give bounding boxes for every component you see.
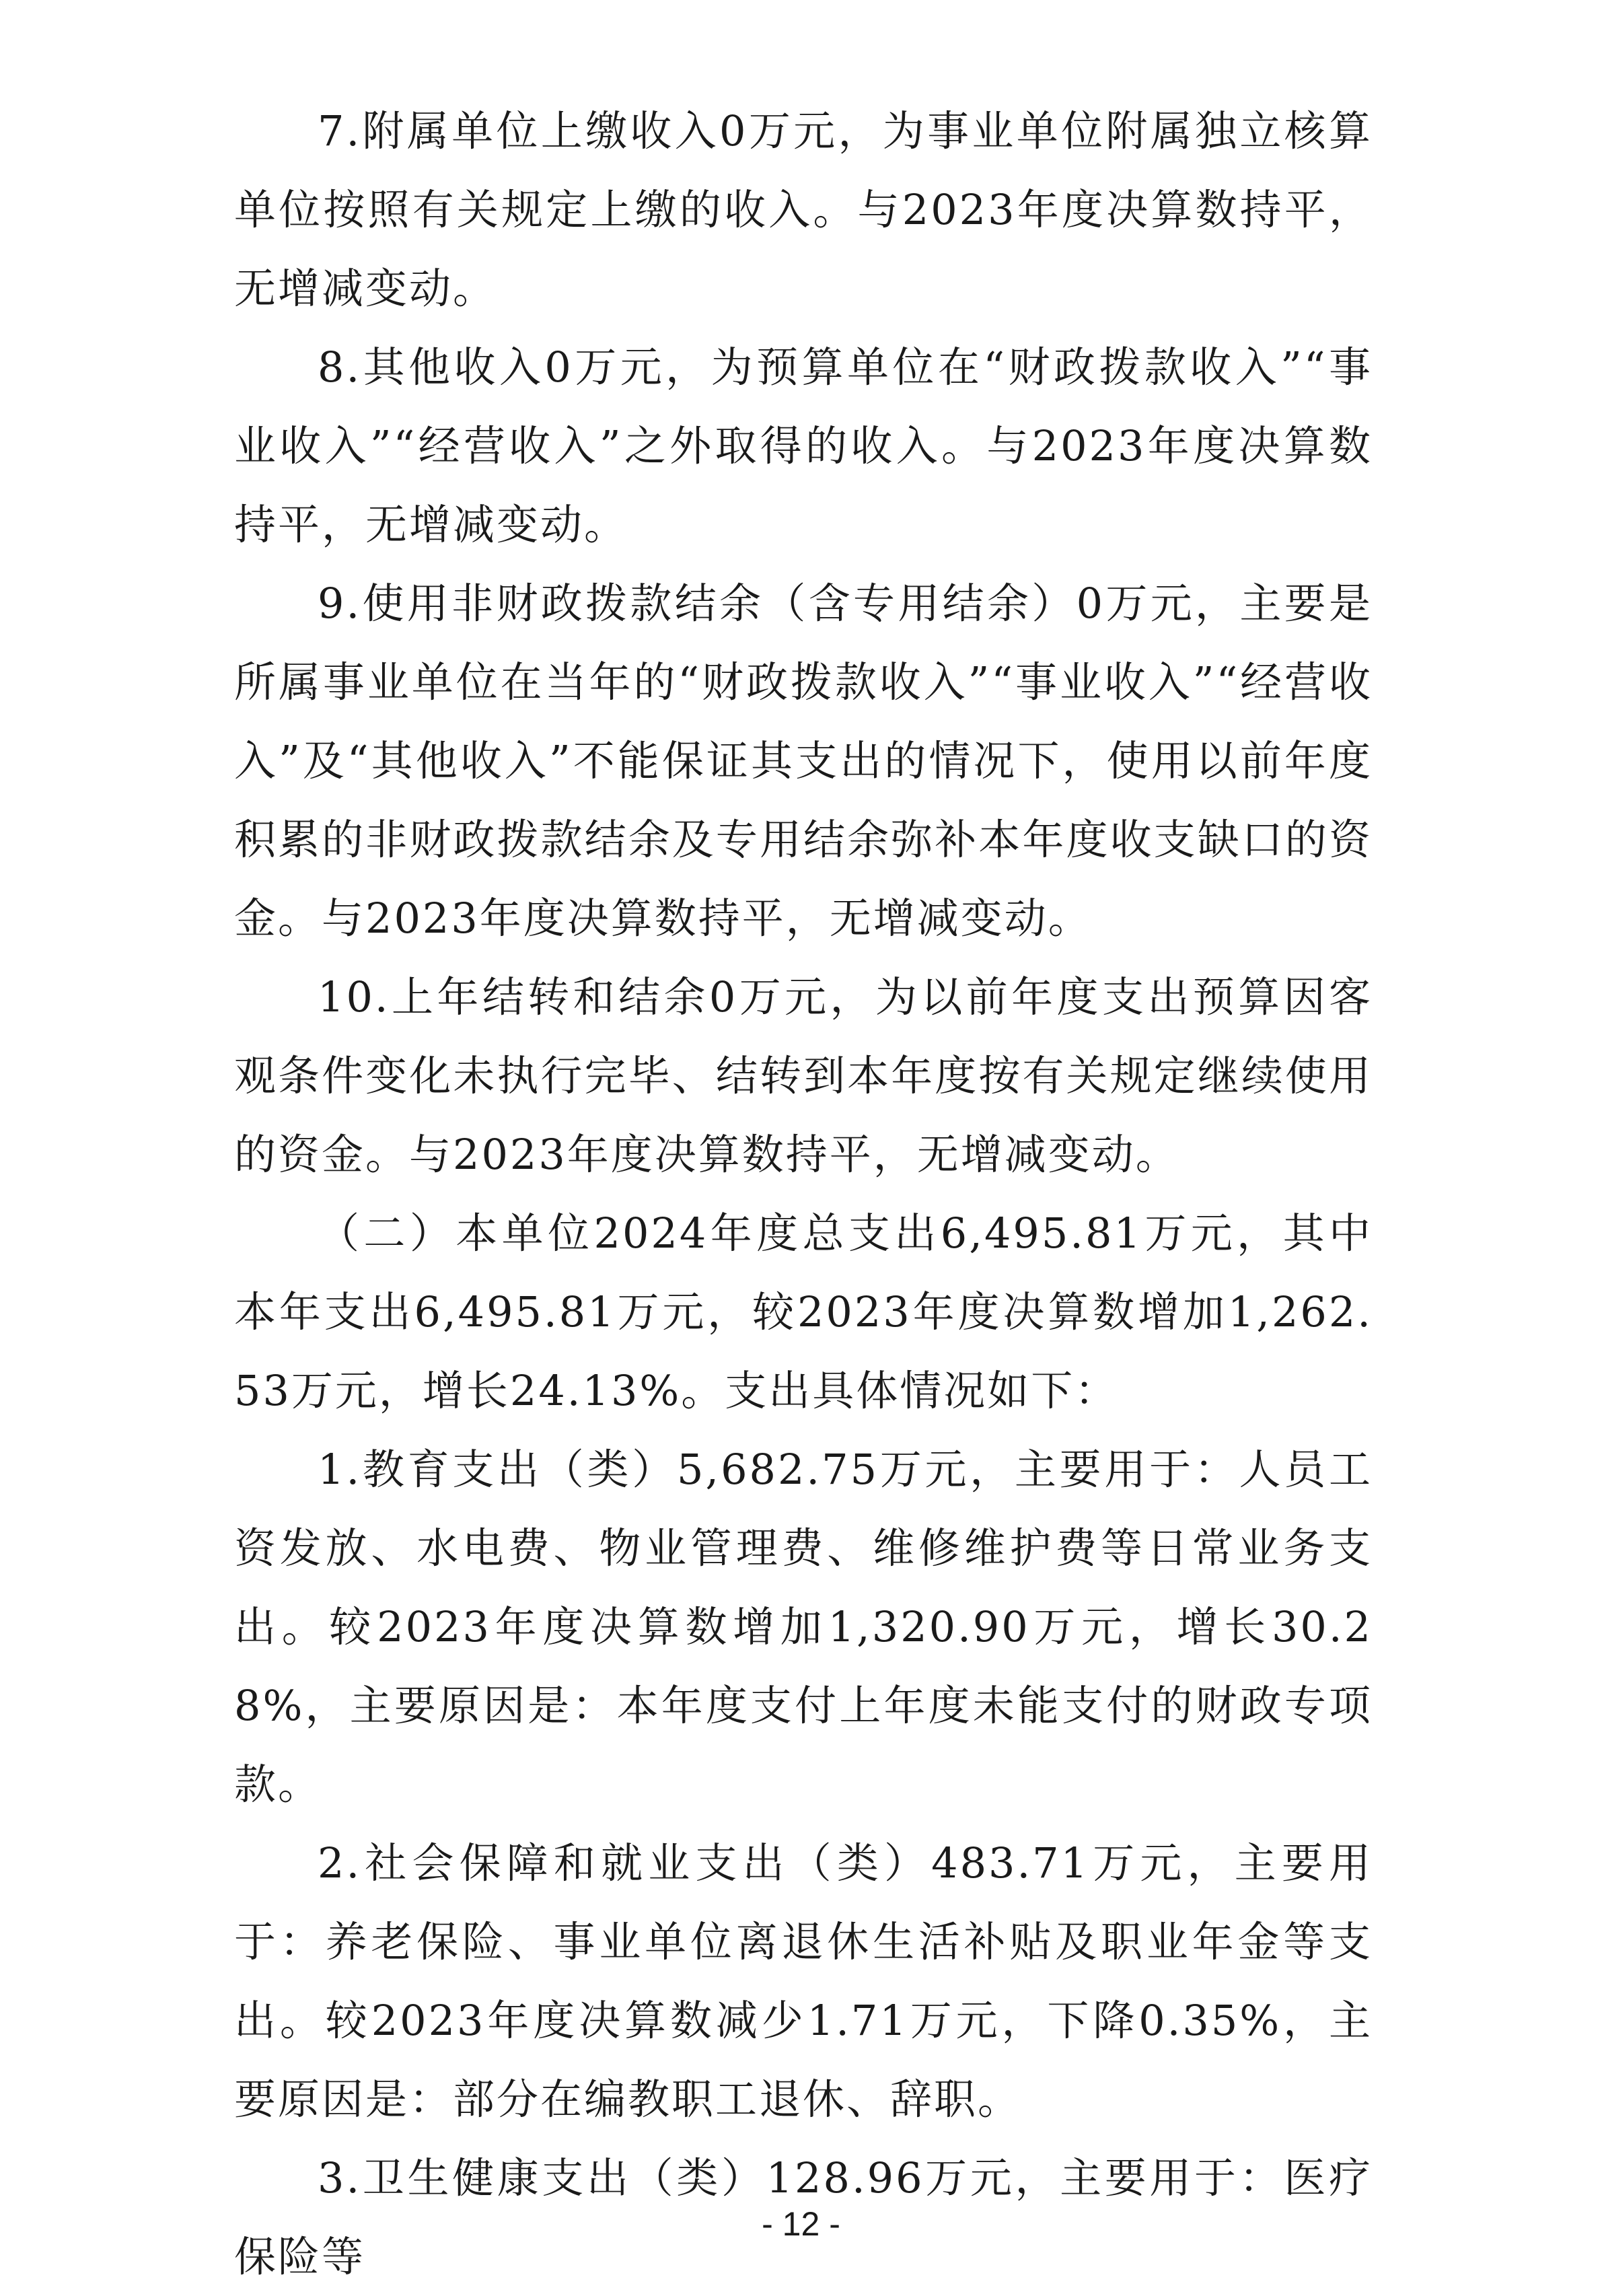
paragraph-affiliated-unit-income: 7.附属单位上缴收入0万元，为事业单位附属独立核算单位按照有关规定上缴的收入。与2023年度决算数持平，无增减变动。 (234, 106, 1373, 313)
document-body (234, 92, 1373, 2296)
paragraph-non-fiscal-balance: 9.使用非财政拨款结余（含专用结余）0万元，主要是所属事业单位在当年的“财政拨款收入”“事业收入”“经营收入”及“其他收入”不能保证其支出的情况下，使用以前年度积累的非财政拨款结余及专用结余弥补本年度收支缺口的资金。与2023年度决算数持平，无增减变动。 (234, 579, 1373, 943)
paragraph-total-expenditure: （二）本单位2024年度总支出6,495.81万元，其中本年支出6,495.81万元，较2023年度决算数增加1,262.53万元，增长24.13%。支出具体情况如下： (234, 1209, 1373, 1415)
page-number: - 12 - (762, 2205, 840, 2243)
paragraph-education-expenditure: 1.教育支出（类）5,682.75万元，主要用于：人员工资发放、水电费、物业管理费、维修维护费等日常业务支出。较2023年度决算数增加1,320.90万元，增长30.28%，主要原因是：本年度支付上年度未能支付的财政专项款。 (234, 1445, 1373, 1809)
paragraph-social-security-expenditure: 2.社会保障和就业支出（类）483.71万元，主要用于：养老保险、事业单位离退休生活补贴及职业年金等支出。较2023年度决算数减少1.71万元，下降0.35%，主要原因是：部分在编教职工退休、辞职。 (234, 1838, 1373, 2124)
paragraph-other-income: 8.其他收入0万元，为预算单位在“财政拨款收入”“事业收入”“经营收入”之外取得的收入。与2023年度决算数持平，无增减变动。 (234, 343, 1373, 549)
paragraph-health-expenditure: 3.卫生健康支出（类）128.96万元，主要用于：医疗保险等 (234, 2153, 1373, 2281)
paragraph-prior-year-carryover: 10.上年结转和结余0万元，为以前年度支出预算因客观条件变化未执行完毕、结转到本年度按有关规定继续使用的资金。与2023年度决算数持平，无增减变动。 (234, 972, 1373, 1179)
